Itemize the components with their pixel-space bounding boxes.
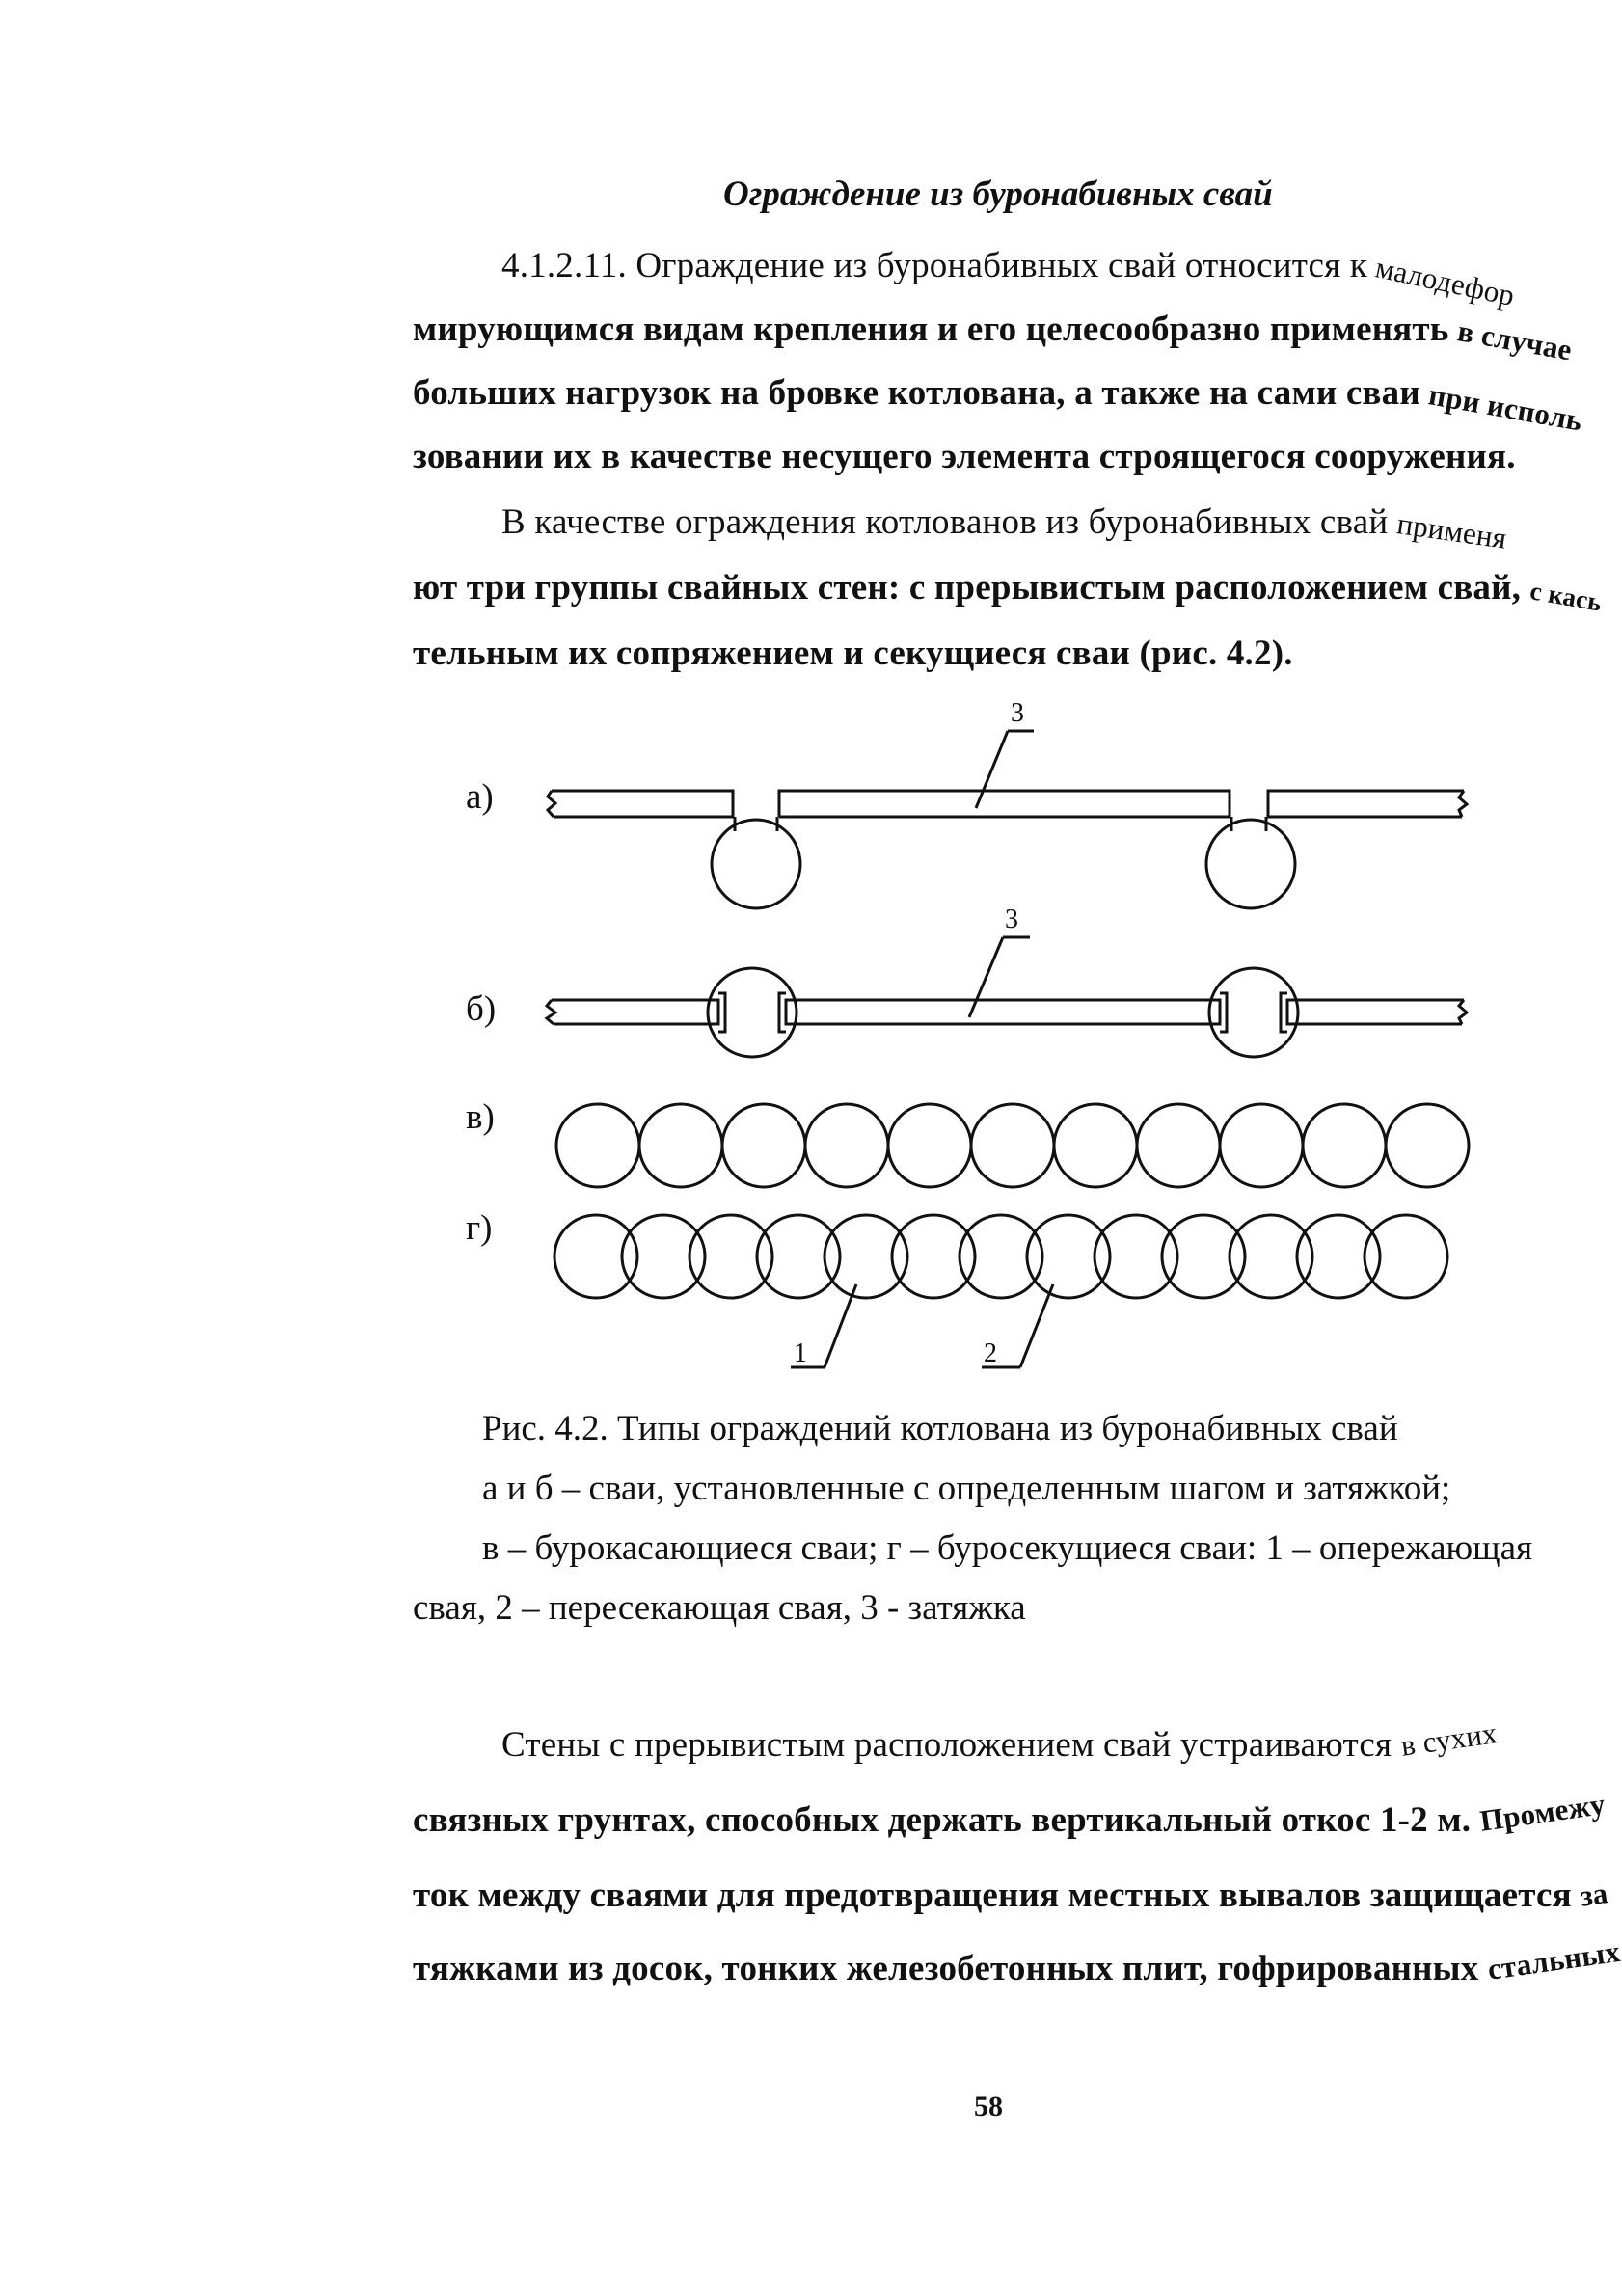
tie-board-left (552, 1000, 718, 1024)
pile (708, 968, 797, 1057)
line-tail: за (1578, 1876, 1610, 1913)
line-tail: малодефор (1372, 250, 1519, 313)
label-v: в) (466, 1097, 495, 1137)
pile (805, 1104, 888, 1187)
tie-board-right (1268, 791, 1464, 817)
line-tail: в сухих (1398, 1715, 1500, 1763)
pile (1206, 820, 1295, 908)
pile (1162, 1215, 1245, 1298)
pile (1297, 1215, 1380, 1298)
line-text: тельным их сопряжением и секущиеся сваи (рис. 4.2). (413, 634, 1293, 673)
label-a: а) (466, 777, 494, 817)
pile (1220, 1104, 1303, 1187)
line-tail: . (1506, 437, 1516, 476)
pile (712, 820, 800, 908)
callout-leader (976, 731, 1008, 808)
tie-board-middle (786, 1000, 1220, 1024)
pile (1230, 1215, 1312, 1298)
callout-leader (969, 937, 1003, 1017)
section-heading: Ограждение из буронабивных свай (723, 175, 1273, 214)
tie-board-middle (779, 791, 1230, 817)
line-tail: в случае (1455, 313, 1575, 367)
wall-type-a (548, 731, 1467, 908)
callout-tie-b: 3 (1005, 905, 1018, 934)
line-text: связных грунтах, способных держать вертикальный откос 1-2 м. (413, 1800, 1480, 1840)
line-text: мирующимся видам крепления и его целесообразно применять (413, 310, 1459, 349)
line-text: тяжками из досок, тонких железобетонных плит, гофрированных (413, 1949, 1488, 1988)
pile (622, 1215, 705, 1298)
pile (722, 1104, 805, 1187)
wall-type-b (547, 937, 1467, 1057)
pile (1027, 1215, 1110, 1298)
pile (825, 1215, 907, 1298)
line-tail: применя (1394, 506, 1509, 555)
pile (1303, 1104, 1386, 1187)
pile (1137, 1104, 1220, 1187)
pile (689, 1215, 772, 1298)
caption-line: свая, 2 – пересекающая свая, 3 - затяжка (413, 1588, 1026, 1628)
tie-board-left-break (547, 1000, 555, 1024)
line-tail: стальных (1485, 1933, 1622, 1986)
pile (556, 1104, 639, 1187)
pile (892, 1215, 975, 1298)
tie-board-right (1287, 1000, 1464, 1024)
callout-leader (825, 1284, 856, 1367)
paragraph-line (413, 1787, 1608, 1841)
line-tail: при исполь (1426, 377, 1586, 438)
callout-tie-a: 3 (1011, 698, 1024, 728)
line-text: Стены с прерывистым расположением свай устраиваются (501, 1725, 1401, 1765)
pile (1095, 1215, 1177, 1298)
tie-board-left (552, 791, 733, 817)
paragraph-line (413, 1875, 1608, 1916)
pile (960, 1215, 1042, 1298)
page-number: 58 (974, 2091, 1003, 2122)
pile (888, 1104, 971, 1187)
wall-type-g (554, 1215, 1447, 1367)
wall-type-v (556, 1104, 1469, 1187)
line-text: 4.1.2.11. Ограждение из буронабивных свай относится к (501, 246, 1377, 285)
pile (1054, 1104, 1137, 1187)
callout-lead-pile: 1 (794, 1338, 807, 1368)
line-tail: Промежу (1477, 1787, 1608, 1838)
callout-cross-pile: 2 (984, 1338, 997, 1368)
tie-board-right-break (1459, 791, 1467, 817)
pile (757, 1215, 840, 1298)
line-text: зовании их в качестве несущего элемента строящегося сооружения (413, 437, 1507, 476)
pile (639, 1104, 722, 1187)
line-text: В качестве ограждения котлованов из буронабивных свай (501, 502, 1397, 542)
caption-line: а и б – сваи, установленные с определенным шагом и затяжкой; (482, 1469, 1451, 1508)
line-text: ток между сваями для предотвращения местных вывалов защищается (413, 1876, 1581, 1915)
pile (1365, 1215, 1447, 1298)
line-text: ют три группы свайных стен: с прерывистым расположением свай, (413, 568, 1530, 608)
label-g: г) (466, 1208, 493, 1248)
label-b: б) (466, 989, 497, 1029)
tie-board-right-break (1459, 1000, 1467, 1024)
pile (554, 1215, 637, 1298)
line-tail: с кась (1527, 576, 1604, 617)
pile (1386, 1104, 1469, 1187)
paragraph-line (413, 1933, 1622, 1989)
line-text: больших нагрузок на бровке котлована, а также на сами сваи (413, 373, 1430, 413)
callout-leader (1020, 1284, 1053, 1367)
caption-title: Рис. 4.2. Типы ограждений котлована из буронабивных свай (482, 1409, 1398, 1448)
tie-board-left-break (548, 791, 555, 817)
pile (1209, 968, 1298, 1057)
caption-line: в – бурокасающиеся сваи; г – буросекущиеся сваи: 1 – опережающая (482, 1528, 1533, 1568)
pile (971, 1104, 1054, 1187)
paragraph-line (501, 1715, 1500, 1766)
